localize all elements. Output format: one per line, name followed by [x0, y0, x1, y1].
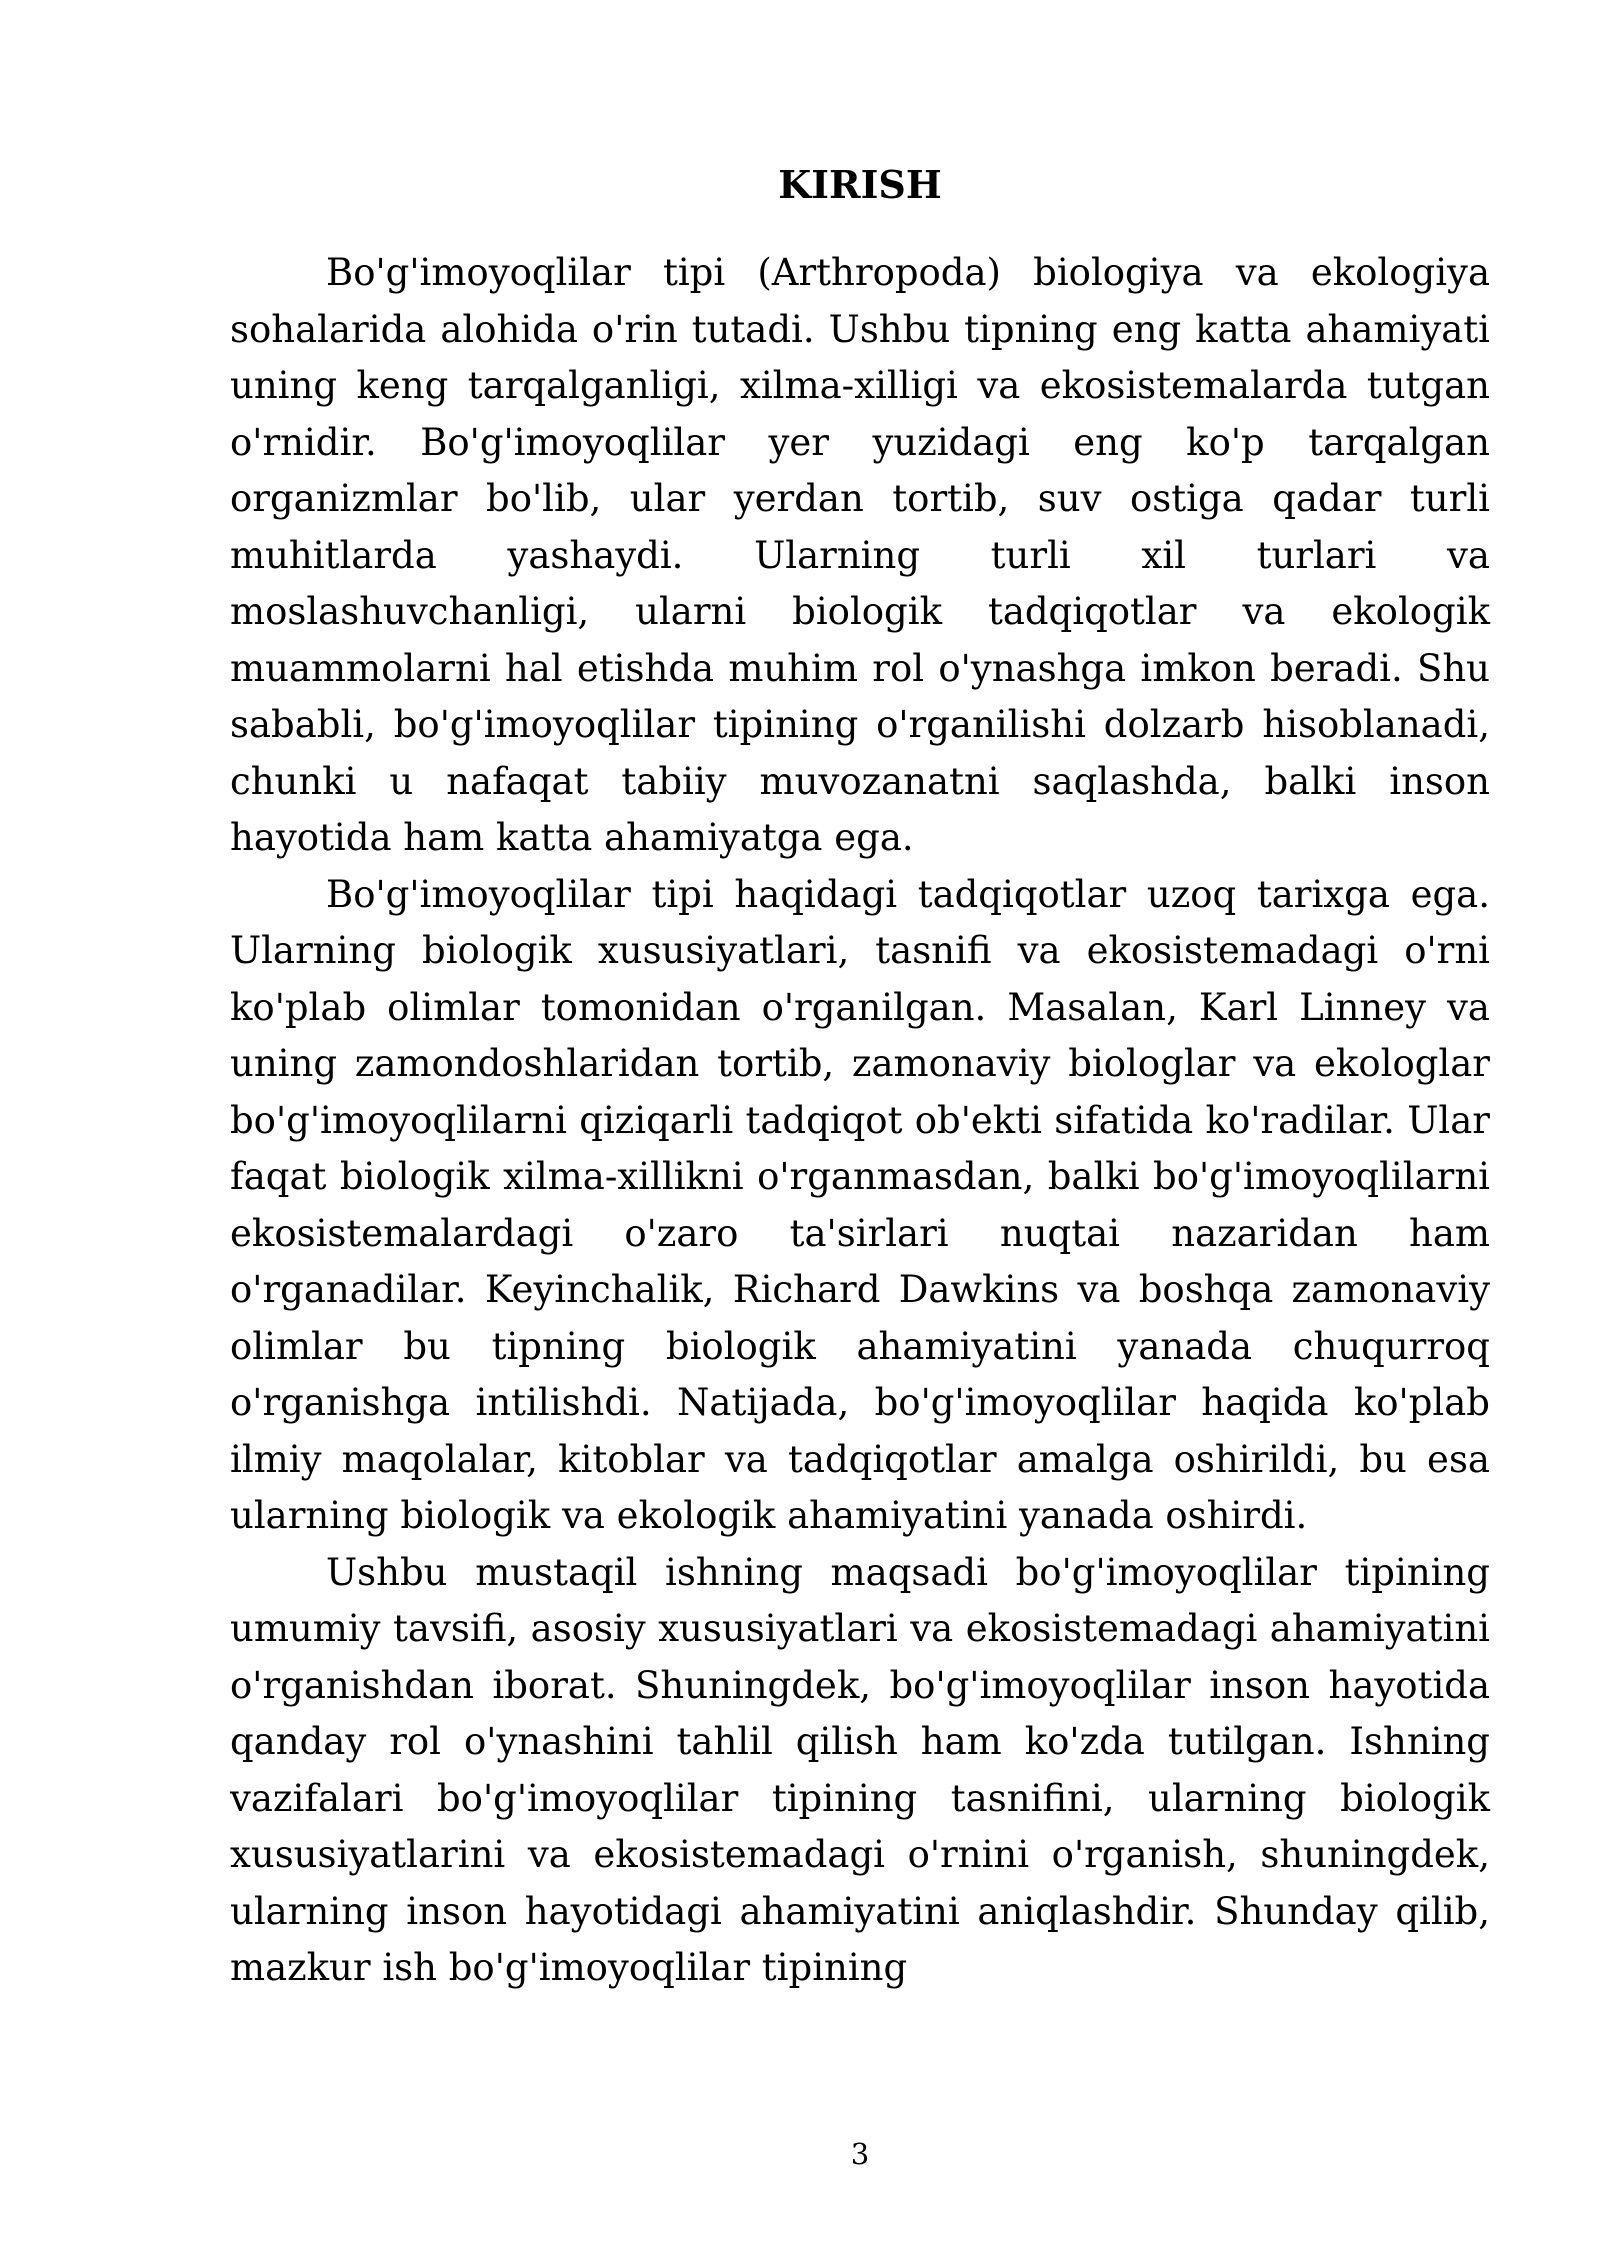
page-title: KIRISH: [778, 162, 942, 207]
page-number: 3: [850, 2137, 870, 2171]
paragraph-work-goals: Ushbu mustaqil ishning maqsadi bo'g'imoyoqlilar tipining umumiy tavsifi, asosiy xususiyatlari va ekosistemadagi ahamiyatini o'rganishdan iborat. Shuningdek, bo'g'imoyoqlilar inson hayotida qanday rol o'ynashini tahlil qilish ham ko'zda tutilgan. Ishning vazifalari bo'g'imoyoqlilar tipining tasnifini, ularning biologik xususiyatlarini va ekosistemadagi o'rnini o'rganish, shuningdek, ularning inson hayotidagi ahamiyatini aniqlashdir. Shunday qilib, mazkur ish bo'g'imoyoqlilar tipining: [230, 1550, 1490, 1989]
paragraph-introduction: Bo'g'imoyoqlilar tipi (Arthropoda) biologiya va ekologiya sohalarida alohida o'rin tutadi. Ushbu tipning eng katta ahamiyati uning keng tarqalganligi, xilma-xilligi va ekosistemalarda tutgan o'rnidir. Bo'g'imoyoqlilar yer yuzidagi eng ko'p tarqalgan organizmlar bo'lib, ular yerdan tortib, suv ostiga qadar turli muhitlarda yashaydi. Ularning turli xil turlari va moslashuvchanligi, ularni biologik tadqiqotlar va ekologik muammolarni hal etishda muhim rol o'ynashga imkon beradi. Shu sababli, bo'g'imoyoqlilar tipining o'rganilishi dolzarb hisoblanadi, chunki u nafaqat tabiiy muvozanatni saqlashda, balki inson hayotida ham katta ahamiyatga ega.: [230, 251, 1490, 859]
body-text: [230, 245, 1490, 1997]
paragraph-research-history: Bo'g'imoyoqlilar tipi haqidagi tadqiqotlar uzoq tarixga ega. Ularning biologik xususiyatlari, tasnifi va ekosistemadagi o'rni ko'plab olimlar tomonidan o'rganilgan. Masalan, Karl Linney va uning zamondoshlaridan tortib, zamonaviy biologlar va ekologlar bo'g'imoyoqlilarni qiziqarli tadqiqot ob'ekti sifatida ko'radilar. Ular faqat biologik xilma-xillikni o'rganmasdan, balki bo'g'imoyoqlilarni ekosistemalardagi o'zaro ta'sirlari nuqtai nazaridan ham o'rganadilar. Keyinchalik, Richard Dawkins va boshqa zamonaviy olimlar bu tipning biologik ahamiyatini yanada chuqurroq o'rganishga intilishdi. Natijada, bo'g'imoyoqlilar haqida ko'plab ilmiy maqolalar, kitoblar va tadqiqotlar amalga oshirildi, bu esa ularning biologik va ekologik ahamiyatini yanada oshirdi.: [230, 872, 1490, 1537]
